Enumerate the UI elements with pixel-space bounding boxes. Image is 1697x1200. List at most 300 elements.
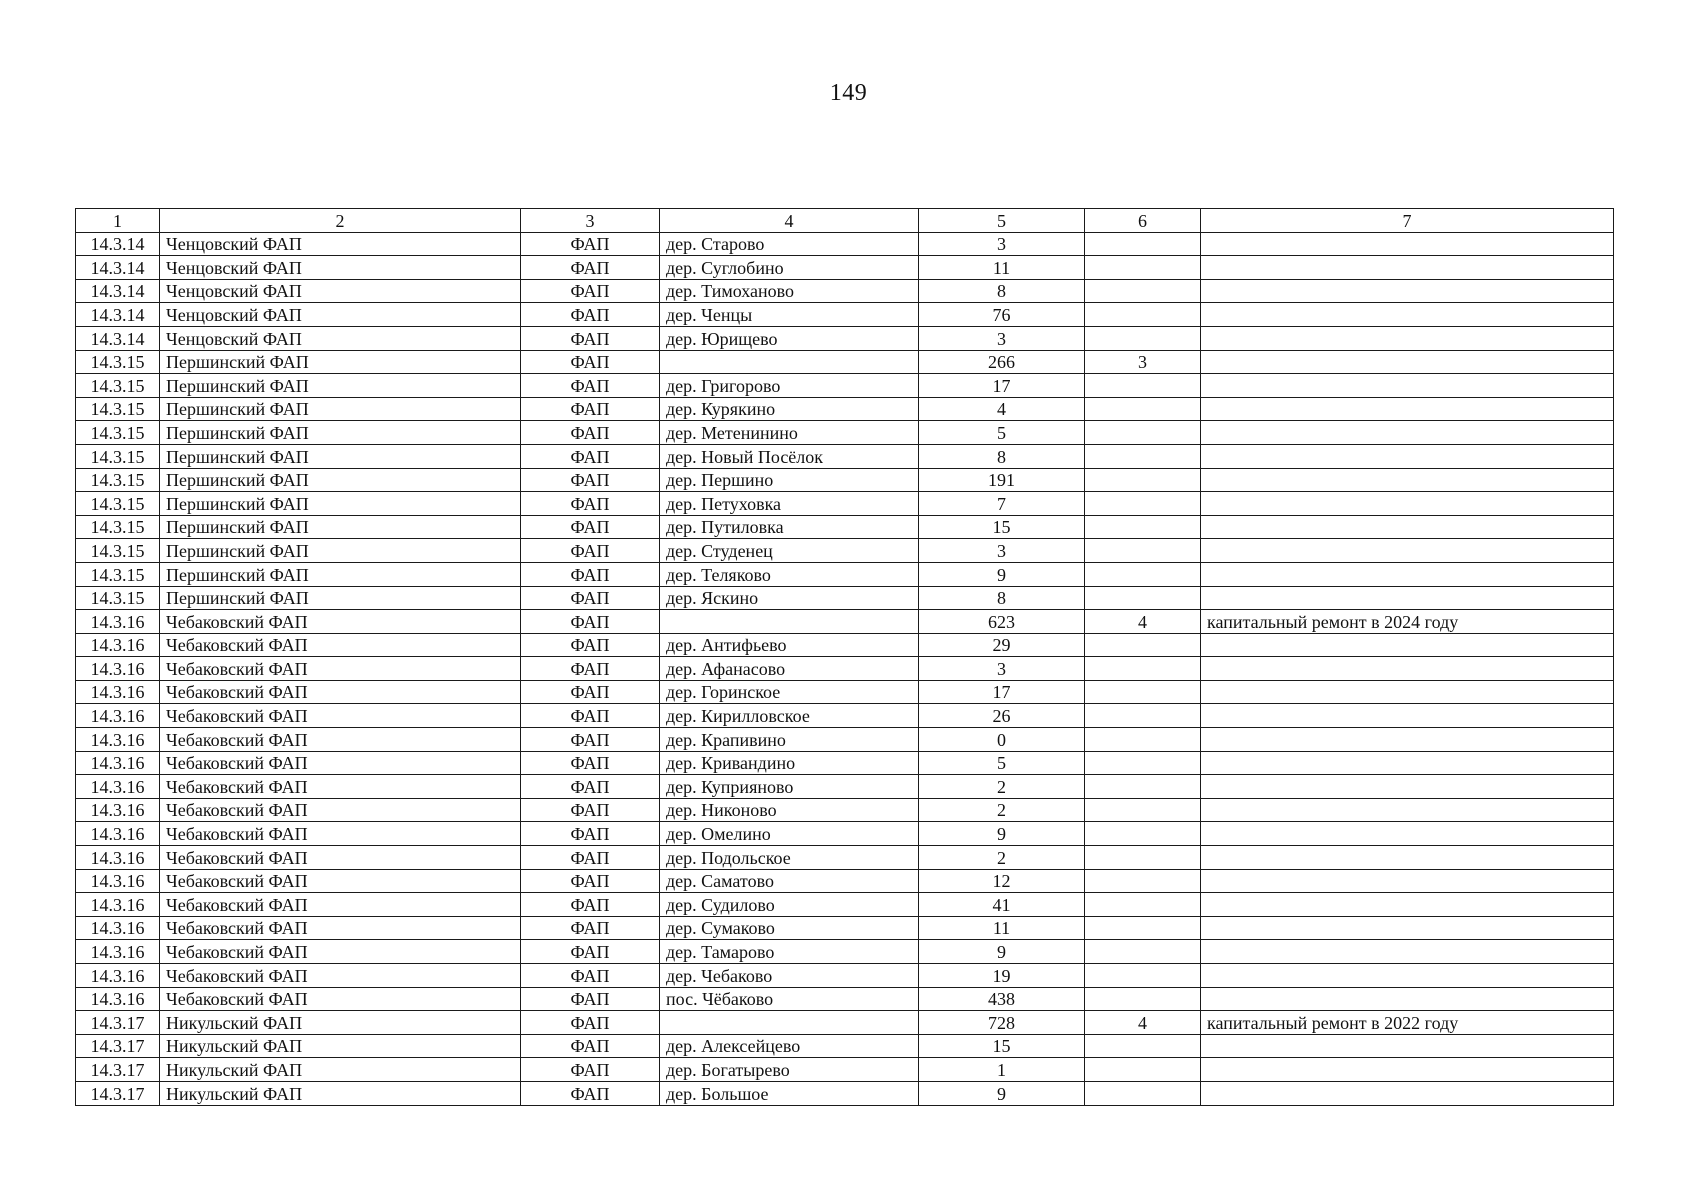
category-cell <box>1085 728 1201 752</box>
population-cell: 728 <box>919 1011 1085 1035</box>
category-cell <box>1085 751 1201 775</box>
settlement-cell: дер. Яскино <box>660 586 919 610</box>
facility-type-cell: ФАП <box>521 468 660 492</box>
category-cell <box>1085 964 1201 988</box>
population-cell: 8 <box>919 444 1085 468</box>
population-cell: 2 <box>919 775 1085 799</box>
category-cell <box>1085 492 1201 516</box>
settlement-cell: дер. Алексейцево <box>660 1034 919 1058</box>
category-cell: 3 <box>1085 350 1201 374</box>
note-cell <box>1201 893 1614 917</box>
note-cell <box>1201 303 1614 327</box>
table-row <box>76 893 1614 917</box>
table-row <box>76 279 1614 303</box>
population-cell: 191 <box>919 468 1085 492</box>
category-cell <box>1085 916 1201 940</box>
header-row <box>76 209 1614 233</box>
note-cell <box>1201 539 1614 563</box>
facility-type-cell: ФАП <box>521 610 660 634</box>
population-cell: 3 <box>919 326 1085 350</box>
note-cell <box>1201 987 1614 1011</box>
row-number-cell: 14.3.15 <box>76 586 160 610</box>
facility-name-cell: Чебаковский ФАП <box>160 751 521 775</box>
settlement-cell: дер. Теляково <box>660 562 919 586</box>
table-row <box>76 303 1614 327</box>
facility-name-cell: Никульский ФАП <box>160 1011 521 1035</box>
row-number-cell: 14.3.16 <box>76 633 160 657</box>
population-cell: 29 <box>919 633 1085 657</box>
row-number-cell: 14.3.16 <box>76 775 160 799</box>
settlement-cell: дер. Ченцы <box>660 303 919 327</box>
note-cell <box>1201 822 1614 846</box>
facility-type-cell: ФАП <box>521 633 660 657</box>
settlement-cell <box>660 610 919 634</box>
facility-type-cell: ФАП <box>521 326 660 350</box>
settlement-cell: дер. Саматово <box>660 869 919 893</box>
category-cell <box>1085 1058 1201 1082</box>
facility-name-cell: Никульский ФАП <box>160 1081 521 1105</box>
population-cell: 41 <box>919 893 1085 917</box>
note-cell <box>1201 869 1614 893</box>
settlement-cell: дер. Крапивино <box>660 728 919 752</box>
facility-name-cell: Першинский ФАП <box>160 444 521 468</box>
settlement-cell: дер. Кирилловское <box>660 704 919 728</box>
category-cell <box>1085 515 1201 539</box>
row-number-cell: 14.3.16 <box>76 610 160 634</box>
note-cell <box>1201 326 1614 350</box>
note-cell <box>1201 704 1614 728</box>
facility-type-cell: ФАП <box>521 798 660 822</box>
category-cell <box>1085 798 1201 822</box>
facility-name-cell: Ченцовский ФАП <box>160 256 521 280</box>
facility-type-cell: ФАП <box>521 256 660 280</box>
category-cell <box>1085 468 1201 492</box>
facility-type-cell: ФАП <box>521 1034 660 1058</box>
facility-type-cell: ФАП <box>521 586 660 610</box>
settlement-cell: дер. Афанасово <box>660 657 919 681</box>
note-cell <box>1201 940 1614 964</box>
category-cell <box>1085 893 1201 917</box>
column-header-5: 5 <box>919 209 1085 233</box>
settlement-cell: дер. Юрищево <box>660 326 919 350</box>
settlement-cell: дер. Першино <box>660 468 919 492</box>
facility-type-cell: ФАП <box>521 916 660 940</box>
settlement-cell: дер. Судилово <box>660 893 919 917</box>
facility-type-cell: ФАП <box>521 751 660 775</box>
settlement-cell: дер. Антифьево <box>660 633 919 657</box>
settlement-cell: дер. Метенинино <box>660 421 919 445</box>
row-number-cell: 14.3.15 <box>76 397 160 421</box>
population-cell: 438 <box>919 987 1085 1011</box>
settlement-cell: дер. Сумаково <box>660 916 919 940</box>
facility-name-cell: Чебаковский ФАП <box>160 775 521 799</box>
settlement-table <box>75 208 1614 1106</box>
table-row <box>76 846 1614 870</box>
facility-type-cell: ФАП <box>521 846 660 870</box>
population-cell: 19 <box>919 964 1085 988</box>
row-number-cell: 14.3.15 <box>76 562 160 586</box>
note-cell <box>1201 374 1614 398</box>
row-number-cell: 14.3.16 <box>76 728 160 752</box>
row-number-cell: 14.3.15 <box>76 492 160 516</box>
facility-type-cell: ФАП <box>521 964 660 988</box>
row-number-cell: 14.3.15 <box>76 539 160 563</box>
settlement-cell: дер. Богатырево <box>660 1058 919 1082</box>
category-cell <box>1085 1034 1201 1058</box>
row-number-cell: 14.3.15 <box>76 374 160 398</box>
population-cell: 2 <box>919 798 1085 822</box>
facility-type-cell: ФАП <box>521 893 660 917</box>
column-header-1: 1 <box>76 209 160 233</box>
row-number-cell: 14.3.16 <box>76 987 160 1011</box>
facility-type-cell: ФАП <box>521 1011 660 1035</box>
note-cell <box>1201 279 1614 303</box>
settlement-cell: дер. Петуховка <box>660 492 919 516</box>
note-cell <box>1201 468 1614 492</box>
facility-type-cell: ФАП <box>521 657 660 681</box>
population-cell: 2 <box>919 846 1085 870</box>
facility-name-cell: Чебаковский ФАП <box>160 798 521 822</box>
facility-type-cell: ФАП <box>521 421 660 445</box>
row-number-cell: 14.3.16 <box>76 916 160 940</box>
category-cell: 4 <box>1085 610 1201 634</box>
row-number-cell: 14.3.16 <box>76 680 160 704</box>
row-number-cell: 14.3.16 <box>76 657 160 681</box>
table-row <box>76 728 1614 752</box>
row-number-cell: 14.3.17 <box>76 1011 160 1035</box>
facility-type-cell: ФАП <box>521 869 660 893</box>
category-cell <box>1085 256 1201 280</box>
category-cell <box>1085 444 1201 468</box>
facility-type-cell: ФАП <box>521 397 660 421</box>
facility-name-cell: Чебаковский ФАП <box>160 846 521 870</box>
facility-name-cell: Чебаковский ФАП <box>160 822 521 846</box>
table-row <box>76 680 1614 704</box>
population-cell: 1 <box>919 1058 1085 1082</box>
facility-name-cell: Першинский ФАП <box>160 374 521 398</box>
table-row <box>76 492 1614 516</box>
note-cell <box>1201 1058 1614 1082</box>
facility-name-cell: Ченцовский ФАП <box>160 326 521 350</box>
category-cell <box>1085 633 1201 657</box>
table-row <box>76 515 1614 539</box>
facility-type-cell: ФАП <box>521 350 660 374</box>
category-cell <box>1085 397 1201 421</box>
facility-name-cell: Першинский ФАП <box>160 350 521 374</box>
note-cell <box>1201 397 1614 421</box>
row-number-cell: 14.3.16 <box>76 751 160 775</box>
settlement-cell: дер. Никоново <box>660 798 919 822</box>
note-cell <box>1201 846 1614 870</box>
facility-name-cell: Ченцовский ФАП <box>160 232 521 256</box>
row-number-cell: 14.3.17 <box>76 1081 160 1105</box>
population-cell: 3 <box>919 539 1085 563</box>
category-cell <box>1085 421 1201 445</box>
facility-name-cell: Ченцовский ФАП <box>160 279 521 303</box>
note-cell <box>1201 964 1614 988</box>
row-number-cell: 14.3.16 <box>76 798 160 822</box>
row-number-cell: 14.3.17 <box>76 1034 160 1058</box>
facility-type-cell: ФАП <box>521 539 660 563</box>
table-row <box>76 964 1614 988</box>
row-number-cell: 14.3.15 <box>76 421 160 445</box>
settlement-cell: дер. Большое <box>660 1081 919 1105</box>
row-number-cell: 14.3.15 <box>76 444 160 468</box>
facility-type-cell: ФАП <box>521 279 660 303</box>
facility-type-cell: ФАП <box>521 680 660 704</box>
note-cell <box>1201 586 1614 610</box>
population-cell: 266 <box>919 350 1085 374</box>
settlement-cell: дер. Новый Посёлок <box>660 444 919 468</box>
category-cell <box>1085 1081 1201 1105</box>
table-row <box>76 374 1614 398</box>
category-cell <box>1085 232 1201 256</box>
note-cell <box>1201 1081 1614 1105</box>
table-row <box>76 940 1614 964</box>
category-cell <box>1085 586 1201 610</box>
population-cell: 12 <box>919 869 1085 893</box>
table-row <box>76 444 1614 468</box>
population-cell: 11 <box>919 916 1085 940</box>
table-row <box>76 610 1614 634</box>
settlement-cell <box>660 1011 919 1035</box>
facility-name-cell: Чебаковский ФАП <box>160 610 521 634</box>
facility-type-cell: ФАП <box>521 775 660 799</box>
row-number-cell: 14.3.15 <box>76 350 160 374</box>
category-cell <box>1085 822 1201 846</box>
population-cell: 0 <box>919 728 1085 752</box>
facility-name-cell: Першинский ФАП <box>160 468 521 492</box>
row-number-cell: 14.3.14 <box>76 279 160 303</box>
note-cell <box>1201 515 1614 539</box>
population-cell: 5 <box>919 421 1085 445</box>
facility-type-cell: ФАП <box>521 822 660 846</box>
facility-type-cell: ФАП <box>521 1081 660 1105</box>
population-cell: 9 <box>919 940 1085 964</box>
note-cell <box>1201 680 1614 704</box>
row-number-cell: 14.3.15 <box>76 468 160 492</box>
population-cell: 17 <box>919 680 1085 704</box>
facility-type-cell: ФАП <box>521 444 660 468</box>
category-cell <box>1085 539 1201 563</box>
facility-name-cell: Першинский ФАП <box>160 421 521 445</box>
settlement-cell: дер. Суглобино <box>660 256 919 280</box>
population-cell: 9 <box>919 822 1085 846</box>
row-number-cell: 14.3.14 <box>76 326 160 350</box>
settlement-cell <box>660 350 919 374</box>
table-row <box>76 775 1614 799</box>
facility-type-cell: ФАП <box>521 728 660 752</box>
note-cell <box>1201 562 1614 586</box>
note-cell <box>1201 775 1614 799</box>
table-row <box>76 657 1614 681</box>
column-header-7: 7 <box>1201 209 1614 233</box>
table-row <box>76 468 1614 492</box>
category-cell <box>1085 562 1201 586</box>
column-header-4: 4 <box>660 209 919 233</box>
note-cell <box>1201 798 1614 822</box>
table-row <box>76 586 1614 610</box>
table-row <box>76 1011 1614 1035</box>
row-number-cell: 14.3.15 <box>76 515 160 539</box>
table-row <box>76 822 1614 846</box>
note-cell <box>1201 728 1614 752</box>
settlement-cell: дер. Студенец <box>660 539 919 563</box>
row-number-cell: 14.3.14 <box>76 256 160 280</box>
facility-name-cell: Першинский ФАП <box>160 586 521 610</box>
table-row <box>76 751 1614 775</box>
table-row <box>76 256 1614 280</box>
settlement-cell: дер. Путиловка <box>660 515 919 539</box>
population-cell: 623 <box>919 610 1085 634</box>
table-row <box>76 1081 1614 1105</box>
category-cell <box>1085 680 1201 704</box>
category-cell <box>1085 775 1201 799</box>
category-cell <box>1085 279 1201 303</box>
population-cell: 76 <box>919 303 1085 327</box>
facility-name-cell: Чебаковский ФАП <box>160 657 521 681</box>
population-cell: 9 <box>919 562 1085 586</box>
table-body <box>76 232 1614 1105</box>
table-row <box>76 350 1614 374</box>
population-cell: 9 <box>919 1081 1085 1105</box>
facility-type-cell: ФАП <box>521 562 660 586</box>
table-row <box>76 704 1614 728</box>
column-header-2: 2 <box>160 209 521 233</box>
row-number-cell: 14.3.17 <box>76 1058 160 1082</box>
facility-name-cell: Чебаковский ФАП <box>160 893 521 917</box>
facility-name-cell: Першинский ФАП <box>160 492 521 516</box>
population-cell: 15 <box>919 515 1085 539</box>
table-row <box>76 916 1614 940</box>
facility-type-cell: ФАП <box>521 987 660 1011</box>
page-number: 149 <box>829 80 868 106</box>
facility-type-cell: ФАП <box>521 704 660 728</box>
facility-type-cell: ФАП <box>521 940 660 964</box>
table-row <box>76 562 1614 586</box>
facility-name-cell: Першинский ФАП <box>160 562 521 586</box>
category-cell <box>1085 846 1201 870</box>
table-row <box>76 633 1614 657</box>
settlement-cell: пос. Чёбаково <box>660 987 919 1011</box>
settlement-cell: дер. Подольское <box>660 846 919 870</box>
settlement-cell: дер. Старово <box>660 232 919 256</box>
note-cell <box>1201 492 1614 516</box>
column-header-3: 3 <box>521 209 660 233</box>
note-cell: капитальный ремонт в 2024 году <box>1201 610 1614 634</box>
category-cell: 4 <box>1085 1011 1201 1035</box>
table-row <box>76 1058 1614 1082</box>
row-number-cell: 14.3.16 <box>76 846 160 870</box>
note-cell: капитальный ремонт в 2022 году <box>1201 1011 1614 1035</box>
note-cell <box>1201 350 1614 374</box>
row-number-cell: 14.3.14 <box>76 232 160 256</box>
settlement-cell: дер. Омелино <box>660 822 919 846</box>
category-cell <box>1085 657 1201 681</box>
population-cell: 11 <box>919 256 1085 280</box>
row-number-cell: 14.3.16 <box>76 893 160 917</box>
category-cell <box>1085 940 1201 964</box>
row-number-cell: 14.3.16 <box>76 940 160 964</box>
facility-name-cell: Чебаковский ФАП <box>160 704 521 728</box>
population-cell: 15 <box>919 1034 1085 1058</box>
row-number-cell: 14.3.16 <box>76 869 160 893</box>
settlement-cell: дер. Горинское <box>660 680 919 704</box>
note-cell <box>1201 916 1614 940</box>
note-cell <box>1201 444 1614 468</box>
population-cell: 8 <box>919 279 1085 303</box>
note-cell <box>1201 751 1614 775</box>
note-cell <box>1201 1034 1614 1058</box>
facility-name-cell: Никульский ФАП <box>160 1058 521 1082</box>
facility-name-cell: Никульский ФАП <box>160 1034 521 1058</box>
settlement-cell: дер. Тимоханово <box>660 279 919 303</box>
settlement-cell: дер. Чебаково <box>660 964 919 988</box>
table-row <box>76 397 1614 421</box>
table-row <box>76 539 1614 563</box>
facility-name-cell: Чебаковский ФАП <box>160 728 521 752</box>
settlement-cell: дер. Тамарово <box>660 940 919 964</box>
population-cell: 8 <box>919 586 1085 610</box>
population-cell: 7 <box>919 492 1085 516</box>
note-cell <box>1201 232 1614 256</box>
category-cell <box>1085 303 1201 327</box>
facility-type-cell: ФАП <box>521 1058 660 1082</box>
table-row <box>76 232 1614 256</box>
row-number-cell: 14.3.16 <box>76 964 160 988</box>
settlement-cell: дер. Куприяново <box>660 775 919 799</box>
facility-name-cell: Першинский ФАП <box>160 397 521 421</box>
facility-name-cell: Ченцовский ФАП <box>160 303 521 327</box>
population-cell: 26 <box>919 704 1085 728</box>
column-header-6: 6 <box>1085 209 1201 233</box>
note-cell <box>1201 657 1614 681</box>
category-cell <box>1085 869 1201 893</box>
row-number-cell: 14.3.14 <box>76 303 160 327</box>
category-cell <box>1085 326 1201 350</box>
table-row <box>76 987 1614 1011</box>
facility-name-cell: Чебаковский ФАП <box>160 987 521 1011</box>
facility-name-cell: Чебаковский ФАП <box>160 633 521 657</box>
facility-type-cell: ФАП <box>521 492 660 516</box>
settlement-cell: дер. Курякино <box>660 397 919 421</box>
settlement-cell: дер. Кривандино <box>660 751 919 775</box>
row-number-cell: 14.3.16 <box>76 822 160 846</box>
table-row <box>76 421 1614 445</box>
facility-name-cell: Першинский ФАП <box>160 515 521 539</box>
population-cell: 4 <box>919 397 1085 421</box>
category-cell <box>1085 704 1201 728</box>
facility-name-cell: Чебаковский ФАП <box>160 869 521 893</box>
population-cell: 5 <box>919 751 1085 775</box>
facility-type-cell: ФАП <box>521 515 660 539</box>
facility-type-cell: ФАП <box>521 374 660 398</box>
facility-type-cell: ФАП <box>521 232 660 256</box>
facility-name-cell: Першинский ФАП <box>160 539 521 563</box>
category-cell <box>1085 374 1201 398</box>
note-cell <box>1201 421 1614 445</box>
table-row <box>76 798 1614 822</box>
table-row <box>76 869 1614 893</box>
population-cell: 17 <box>919 374 1085 398</box>
settlement-cell: дер. Григорово <box>660 374 919 398</box>
category-cell <box>1085 987 1201 1011</box>
population-cell: 3 <box>919 657 1085 681</box>
note-cell <box>1201 256 1614 280</box>
table-row <box>76 326 1614 350</box>
table-row <box>76 1034 1614 1058</box>
facility-name-cell: Чебаковский ФАП <box>160 940 521 964</box>
